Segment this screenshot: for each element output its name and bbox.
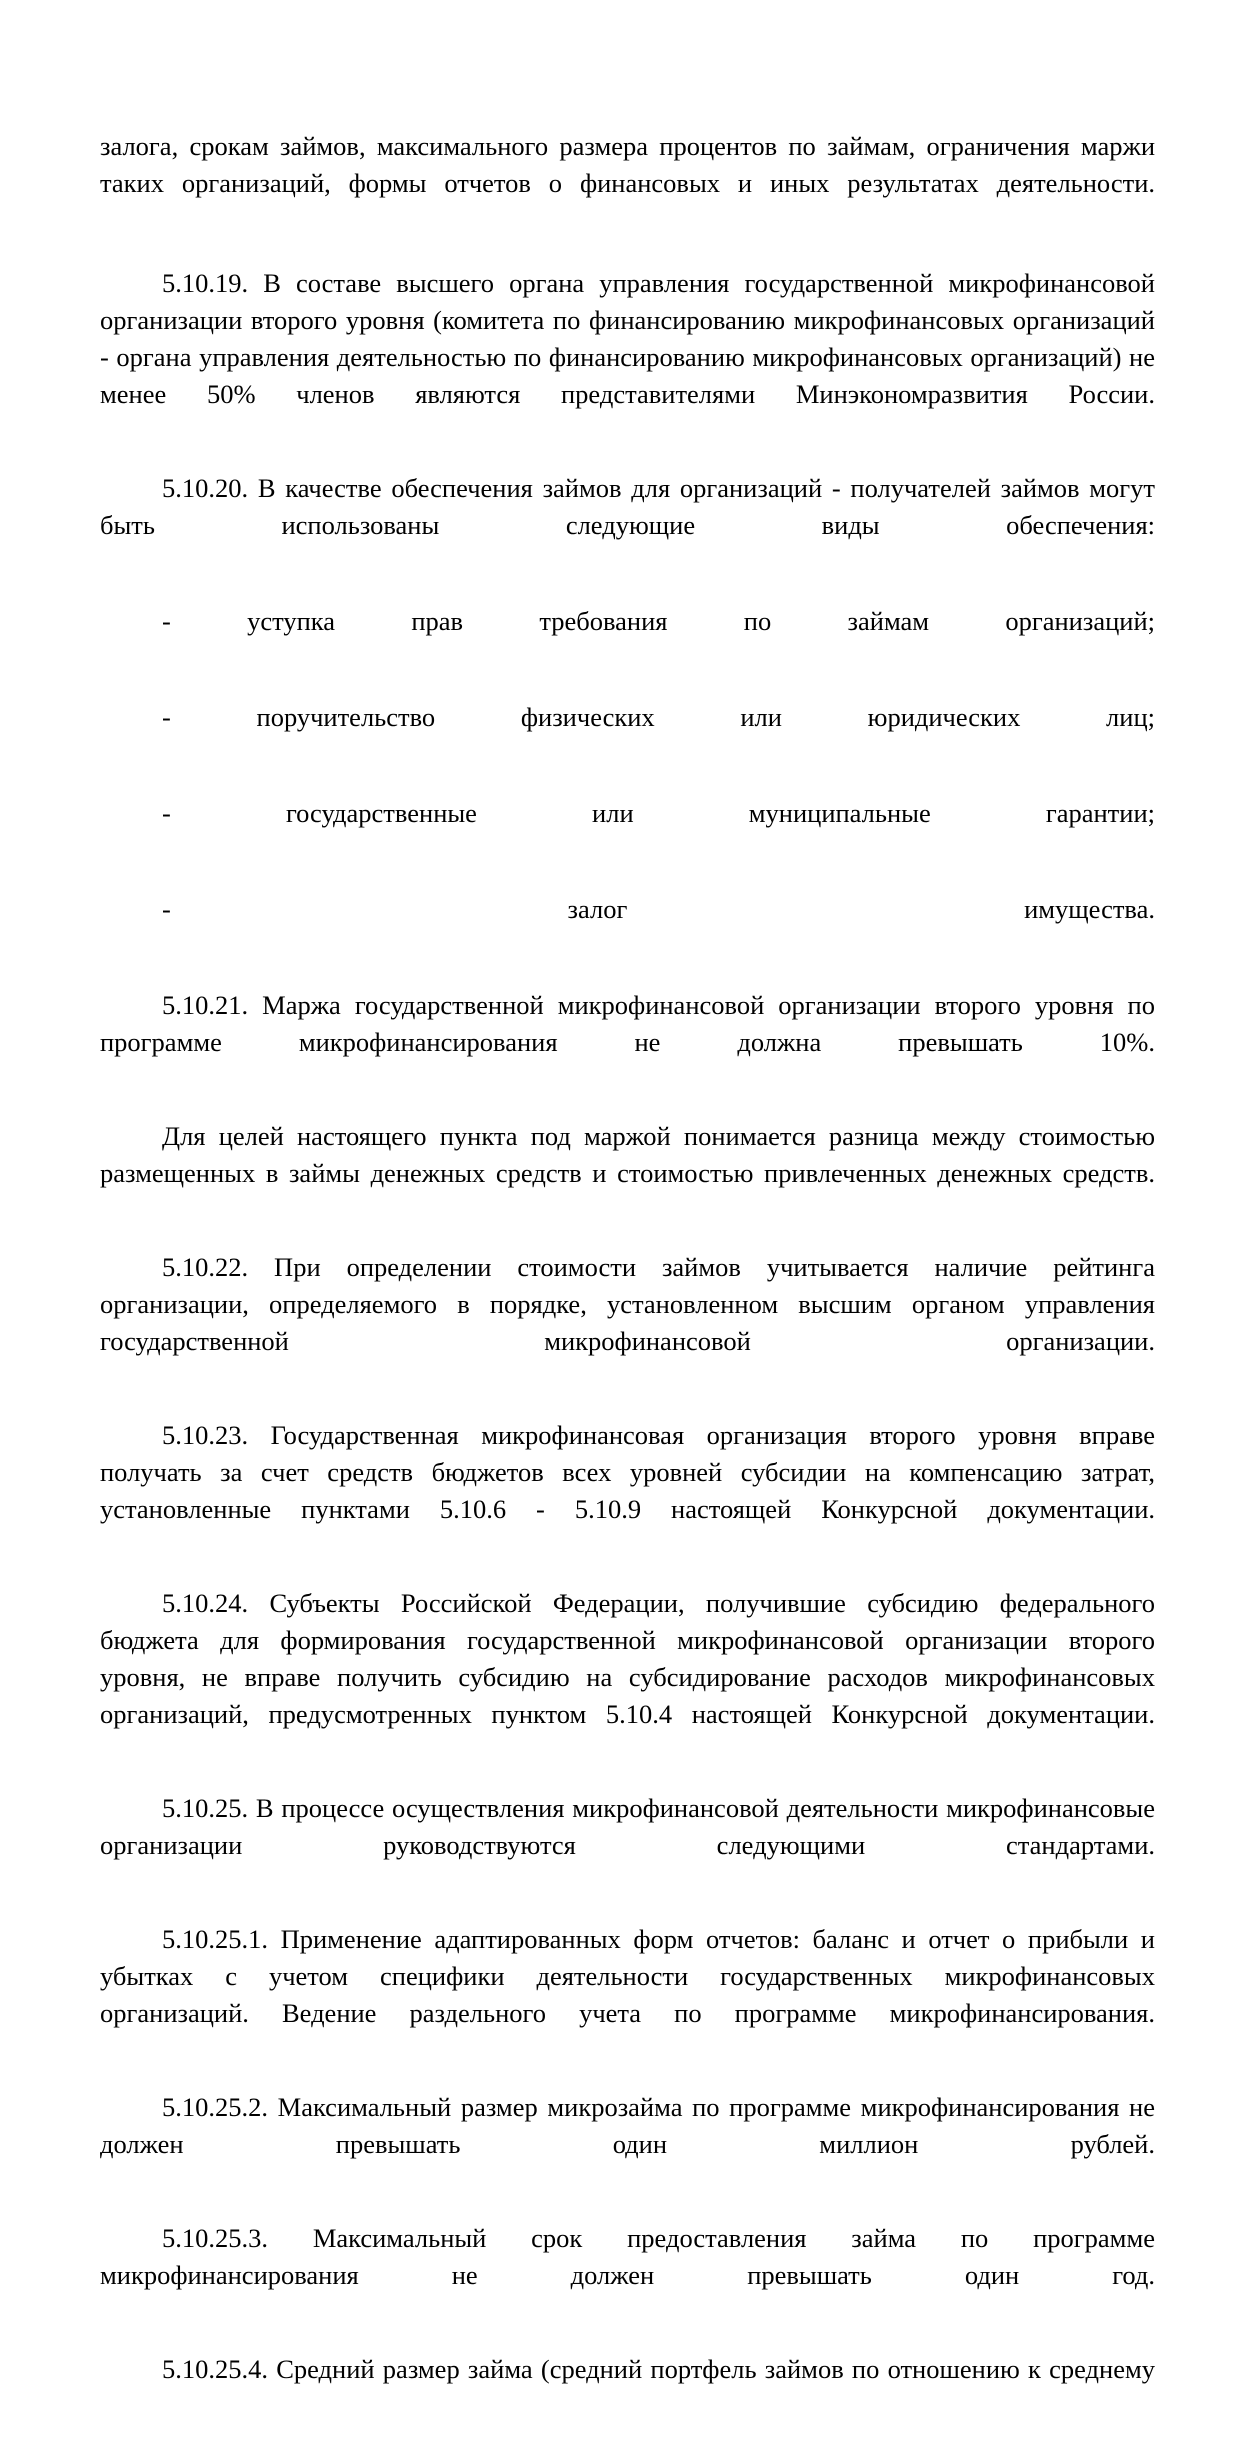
- list-item-state-guarantees: - государственные или муниципальные гарантии;: [162, 798, 1155, 828]
- list-item-assignment-of-claims: - уступка прав требования по займам организаций;: [162, 606, 1155, 636]
- paragraph-5-10-25: 5.10.25. В процессе осуществления микрофинансовой деятельности микрофинансовые организации руководствуются следующими стандартами.: [100, 1793, 1155, 1860]
- paragraph-5-10-22: 5.10.22. При определении стоимости займов учитывается наличие рейтинга организации, определяемого в порядке, установленном высшим органом управления государственной микрофинансовой организации.: [100, 1252, 1155, 1356]
- paragraph-5-10-25-3: 5.10.25.3. Максимальный срок предоставления займа по программе микрофинансирования не должен превышать один год.: [100, 2223, 1155, 2290]
- document-text-column: [100, 128, 1155, 2445]
- paragraph-5-10-25-1: 5.10.25.1. Применение адаптированных форм отчетов: баланс и отчет о прибыли и убытках с учетом специфики деятельности государственных микрофинансовых организаций. Ведение раздельного учета по программе микрофинансирования.: [100, 1924, 1155, 2028]
- paragraph-5-10-23: 5.10.23. Государственная микрофинансовая организация второго уровня вправе получать за счет средств бюджетов всех уровней субсидии на компенсацию затрат, установленные пунктами 5.10.6 - 5.10.9 настоящей Конкурсной документации.: [100, 1420, 1155, 1524]
- list-item-surety: - поручительство физических или юридических лиц;: [162, 702, 1155, 732]
- paragraph-5-10-19: 5.10.19. В составе высшего органа управления государственной микрофинансовой организации второго уровня (комитета по финансированию микрофинансовых организаций - органа управления деятельностью по финансированию микрофинансовых организаций) не менее 50% членов являются представителями Минэкономразвития России.: [100, 268, 1155, 409]
- paragraph-5-10-25-2: 5.10.25.2. Максимальный размер микрозайма по программе микрофинансирования не должен превышать один миллион рублей.: [100, 2092, 1155, 2159]
- list-item-property-pledge: - залог имущества.: [162, 894, 1155, 924]
- paragraph-continuation: залога, срокам займов, максимального размера процентов по займам, ограничения маржи таких организаций, формы отчетов о финансовых и иных результатах деятельности.: [100, 131, 1155, 198]
- paragraph-5-10-21: 5.10.21. Маржа государственной микрофинансовой организации второго уровня по программе микрофинансирования не должна превышать 10%.: [100, 990, 1155, 1057]
- paragraph-5-10-20: 5.10.20. В качестве обеспечения займов для организаций - получателей займов могут быть использованы следующие виды обеспечения:: [100, 473, 1155, 540]
- paragraph-5-10-25-4: 5.10.25.4. Средний размер займа (средний портфель займов по отношению к среднему: [162, 2354, 1155, 2384]
- paragraph-5-10-24: 5.10.24. Субъекты Российской Федерации, получившие субсидию федерального бюджета для формирования государственной микрофинансовой организации второго уровня, не вправе получить субсидию на субсидирование расходов микрофинансовых организаций, предусмотренных пунктом 5.10.4 настоящей Конкурсной документации.: [100, 1588, 1155, 1729]
- paragraph-margin-definition: Для целей настоящего пункта под маржой понимается разница между стоимостью размещенных в займы денежных средств и стоимостью привлеченных денежных средств.: [100, 1121, 1155, 1188]
